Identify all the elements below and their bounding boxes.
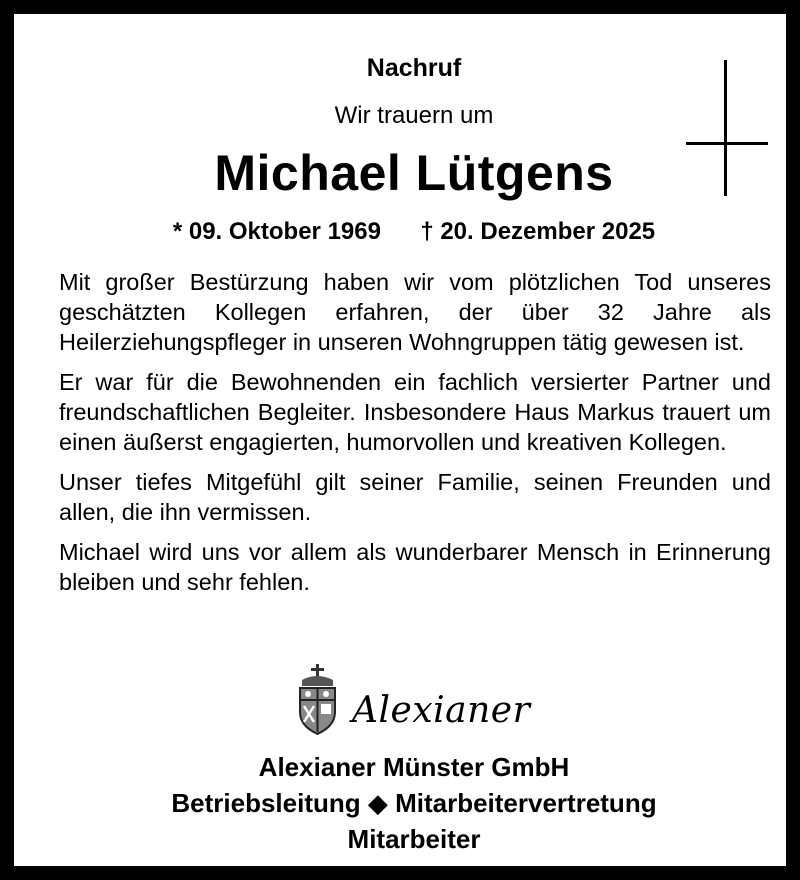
company-name: Alexianer Münster GmbH <box>258 752 570 782</box>
life-dates <box>14 218 800 246</box>
paragraph: Unser tiefes Mitgefühl gilt seiner Familie, seinen Freunden und allen, die ihn vermissen. <box>59 469 771 525</box>
death-date: † 20. Dezember 2025 <box>420 218 656 245</box>
staff-line: Mitarbeiter <box>347 824 481 854</box>
obituary-body <box>59 267 771 607</box>
obituary-heading: Nachruf <box>366 54 462 82</box>
cross-icon <box>724 60 727 196</box>
board-line: Betriebsleitung ◆ Mitarbeitervertretung <box>171 788 657 818</box>
paragraph: Er war für die Bewohnenden ein fachlich versierter Partner und freundschaftlichen Begleiter. Insbesondere Haus Markus trauert um einen äußerst engagierten, humorvollen und kreativen Kollegen. <box>59 369 771 455</box>
birth-date: * 09. Oktober 1969 <box>172 218 381 245</box>
cross-icon-bar <box>686 142 768 145</box>
paragraph: Mit großer Bestürzung haben wir vom plötzlichen Tod unseres geschätzten Kollegen erfahren, der über 32 Jahre als Heilerziehungspfleger in unseren Wohngruppen tätig gewesen ist. <box>59 269 771 355</box>
deceased-name: Michael Lütgens <box>214 145 614 201</box>
paragraph: Michael wird uns vor allem als wunderbarer Mensch in Erinnerung bleiben und sehr fehlen. <box>59 539 771 595</box>
alexianer-crest-icon <box>288 662 348 736</box>
alexianer-logo-text: Alexianer <box>352 690 531 731</box>
intro-text: Wir trauern um <box>334 102 494 129</box>
